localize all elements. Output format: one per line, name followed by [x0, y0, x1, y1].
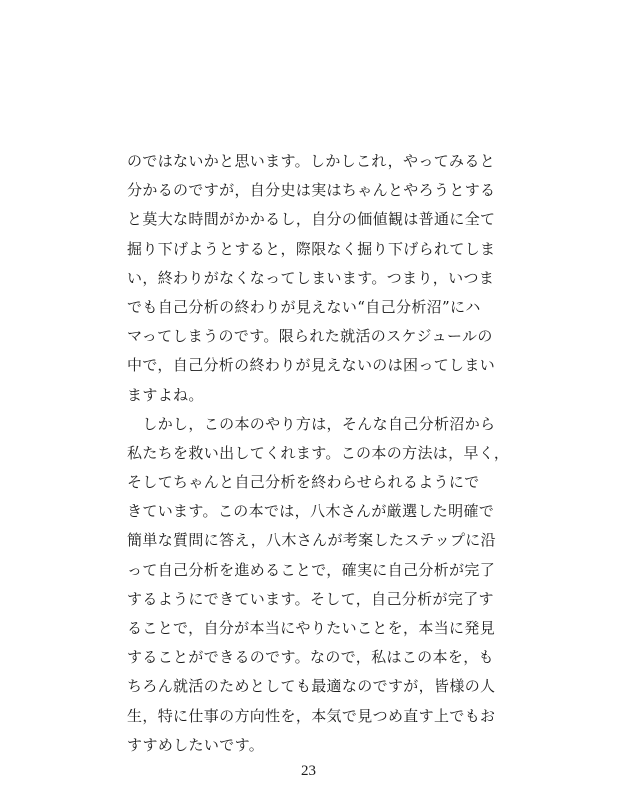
text-line: マってしまうのです。限られた就活のスケジュールの	[127, 327, 493, 346]
text-line: と莫大な時間がかかるし，自分の価値観は普通に全て	[127, 210, 496, 229]
text-line: 中で，自己分析の終わりが見えないのは困ってしまい	[127, 356, 496, 375]
text-line: のではないかと思います。しかしこれ，やってみると	[127, 152, 496, 170]
text-line: 分かるのですが，自分史は実はちゃんとやろうとする	[127, 181, 496, 200]
text-line: ますよね。	[127, 385, 204, 404]
page-number: 23	[301, 763, 316, 779]
text-line: 掘り下げようとすると，際限なく掘り下げられてしま	[127, 239, 496, 258]
text-line: すすめしたいです。	[127, 735, 265, 754]
text-line: するようにできています。そして，自己分析が完了す	[127, 589, 494, 608]
body-text	[127, 147, 510, 760]
text-line: ちろん就活のためとしても最適なのですが，皆様の人	[127, 677, 496, 696]
text-line: ることで，自分が本当にやりたいことを，本当に発見	[127, 619, 496, 637]
text-line: きています。この本では，八木さんが厳選した明確で	[127, 502, 495, 521]
text-line: 生，特に仕事の方向性を，本気で見つめ直す上でもお	[127, 706, 496, 725]
text-line: することができるのです。なので，私はこの本を，も	[127, 648, 494, 667]
text-line: しかし，この本のやり方は，そんな自己分析沼から	[127, 414, 496, 433]
text-line: って自己分析を進めることで，確実に自己分析が完了	[127, 560, 496, 579]
text-line: でも自己分析の終わりが見えない“自己分析沼”にハ	[127, 297, 481, 316]
text-line: 私たちを救い出してくれます。この本の方法は，早く，	[127, 443, 510, 462]
text-line: そしてちゃんと自己分析を終わらせられるようにで	[127, 473, 480, 492]
text-line: 簡単な質問に答え，八木さんが考案したステップに沿	[127, 531, 497, 550]
text-line: い，終わりがなくなってしまいます。つまり，いつま	[127, 268, 495, 287]
